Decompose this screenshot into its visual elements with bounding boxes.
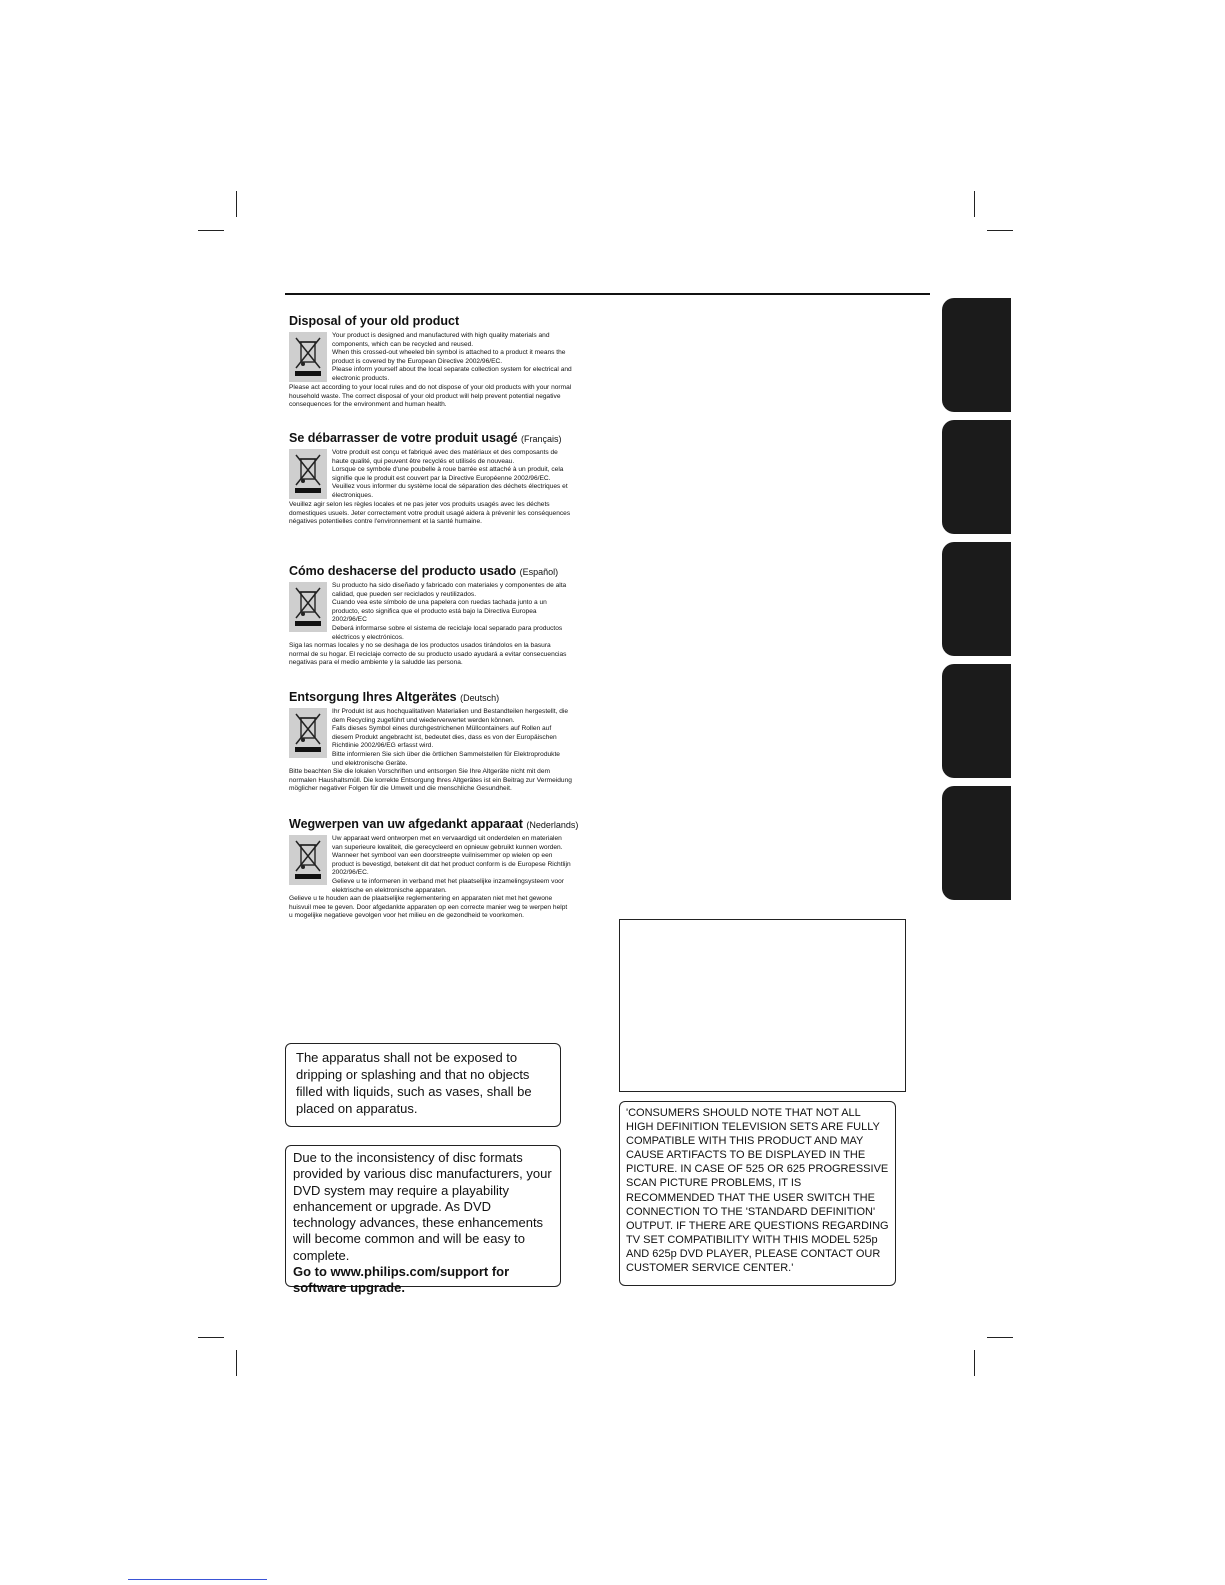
section-title: Se débarrasser de votre produit usagé (Français) xyxy=(289,431,562,445)
paragraph: Please inform yourself about the local separate collection system for electrical and electronic products. xyxy=(332,366,572,382)
header-rule xyxy=(285,293,930,295)
paragraph: Gelieve u te informeren in verband met het plaatselijke inzamelingsysteem voor elektrische en elektronische apparaten. xyxy=(332,877,564,894)
section-title: Cómo deshacerse del producto usado (Español) xyxy=(289,564,559,578)
notice-upgrade-box xyxy=(285,1145,561,1296)
crop-mark xyxy=(236,1350,237,1376)
side-tab xyxy=(942,420,1011,534)
section-title: Wegwerpen van uw afgedankt apparaat (Nederlands) xyxy=(289,817,579,831)
section-title: Disposal of your old product xyxy=(289,314,460,328)
disposal-section-spanish xyxy=(289,564,572,668)
crop-mark xyxy=(987,1337,1013,1338)
paragraph: Uw apparaat werd ontworpen met en vervaardigd uit onderdelen en materialen van superieure kwaliteit, die gerecycleerd en opnieuw gebruikt kunnen worden. xyxy=(332,835,563,851)
crossed-out-wheeled-bin-icon xyxy=(289,835,327,885)
crop-mark xyxy=(974,191,975,217)
paragraph: Votre produit est conçu et fabriqué avec des matériaux et des composants de haute qualité, qui peuvent être recyclés et utilisés de nouveau. xyxy=(332,449,558,465)
paragraph: Lorsque ce symbole d'une poubelle à roue barrée est attaché à un produit, cela signifie que le produit est couvert par la Directive Européenne 2002/96/EC. xyxy=(332,466,564,482)
side-tab xyxy=(942,298,1011,412)
support-link-text: Go to www.philips.com/support for software upgrade. xyxy=(293,1264,510,1296)
paragraph: Bitte beachten Sie die lokalen Vorschriften und entsorgen Sie Ihre Altgeräte nicht mit dem normalen Haushaltsmüll. Die korrekte Entsorgung Ihres Altgerätes ist ein Beitrag zur Vermeidung möglicher negativer Folgen für die Umwelt und die menschliche Gesundheit. xyxy=(289,768,572,793)
empty-notice-box xyxy=(619,919,906,1092)
section-title: Entsorgung Ihres Altgerätes (Deutsch) xyxy=(289,690,500,704)
paragraph: Wanneer het symbool van een doorstreepte vuilnisemmer op wielen op een product is bevestigd, betekent dit dat het product conform is de Europese Richtlijn 2002/96/EC. xyxy=(332,852,571,877)
paragraph: Veuillez vous informer du système local de séparation des déchets électriques et électroniques. xyxy=(332,483,568,499)
paragraph: When this crossed-out wheeled bin symbol is attached to a product it means the product is covered by the European Directive 2002/96/EC. xyxy=(332,349,566,365)
disposal-section-dutch xyxy=(289,817,579,921)
crop-mark xyxy=(987,230,1013,231)
notice-text: Due to the inconsistency of disc formats provided by various disc manufacturers, your DVD system may require a playability enhancement or upgrade. As DVD technology advances, these enhancements will become common and will be easy to complete. xyxy=(293,1150,552,1263)
notice-hdtv-box xyxy=(619,1101,896,1286)
notice-text: 'CONSUMERS SHOULD NOTE THAT NOT ALL HIGH DEFINITION TELEVISION SETS ARE FULLY COMPATIBLE WITH THIS PRODUCT AND MAY CAUSE ARTIFACTS TO BE DISPLAYED IN THE PICTURE. IN CASE OF 525 OR 625 PROGRESSIVE SCAN PICTURE PROBLEMS, IT IS RECOMMENDED THAT THE USER SWITCH THE CONNECTION TO THE 'STANDARD DEFINITION' OUTPUT. IF THERE ARE QUESTIONS REGARDING TV SET COMPATIBILITY WITH THIS MODEL 525p AND 625p DVD PLAYER, PLEASE CONTACT OUR CUSTOMER SERVICE CENTER.' xyxy=(626,1107,889,1275)
crop-mark xyxy=(198,230,224,231)
side-tab xyxy=(942,542,1011,656)
crossed-out-wheeled-bin-icon xyxy=(289,582,327,632)
disposal-section-french xyxy=(289,431,572,527)
side-tab xyxy=(942,786,1011,900)
paragraph: Your product is designed and manufactured with high quality materials and components, which can be recycled and reused. xyxy=(332,332,550,348)
paragraph: Veuillez agir selon les règles locales et ne pas jeter vos produits usagés avec les déchets domestiques usuels. Jeter correctement votre produit usagé aidera à prévenir les conséquences négatives potentielles contre l'environnement et la santé humaine. xyxy=(289,501,571,526)
paragraph: Cuando vea este símbolo de una papelera con ruedas tachada junto a un producto, esto significa que el producto está bajo la Directiva Europea 2002/96/EC xyxy=(332,599,547,624)
paragraph: Ihr Produkt ist aus hochqualitativen Materialien und Bestandteilen hergestellt, die dem Recycling zugeführt und wiederverwertet werden können. xyxy=(332,708,569,724)
paragraph: Siga las normas locales y no se deshaga de los productos usados tirándolos en la basura normal de su hogar. El reciclaje correcto de su producto usado ayudará a evitar consecuencias negativas para el medio ambiente y la saludde las persona. xyxy=(289,642,567,667)
crossed-out-wheeled-bin-icon xyxy=(289,332,327,382)
side-tab xyxy=(942,664,1011,778)
crop-mark xyxy=(198,1337,224,1338)
crossed-out-wheeled-bin-icon xyxy=(289,449,327,499)
paragraph: Falls dieses Symbol eines durchgestrichenen Müllcontainers auf Rollen auf diesem Produkt angebracht ist, bedeutet dies, dass es von der Europäischen Richtlinie 2002/96/EG erfasst wird. xyxy=(332,725,557,750)
footer-link-underline xyxy=(128,1579,267,1580)
paragraph: Please act according to your local rules and do not dispose of your old products with your normal household waste. The correct disposal of your old product will help prevent potential negative consequences for the environment and human health. xyxy=(289,384,572,409)
disposal-section-german xyxy=(289,690,572,794)
paragraph: Gelieve u te houden aan de plaatselijke reglementering en apparaten niet met het gewone huisvuil mee te geven. Door afgedankte apparaten op een correcte manier weg te werpen helpt u mogelijke negatieve gevolgen voor het milieu en de gezondheid te voorkomen. xyxy=(289,895,568,920)
crop-mark xyxy=(236,191,237,217)
crossed-out-wheeled-bin-icon xyxy=(289,708,327,758)
notice-text: The apparatus shall not be exposed to dripping or splashing and that no objects filled with liquids, such as vases, shall be placed on apparatus. xyxy=(296,1050,532,1116)
crop-mark xyxy=(974,1350,975,1376)
paragraph: Deberá informarse sobre el sistema de reciclaje local separado para productos eléctricos y electrónicos. xyxy=(332,624,563,641)
notice-dripping-box xyxy=(285,1043,561,1127)
paragraph: Su producto ha sido diseñado y fabricado con materiales y componentes de alta calidad, que pueden ser reciclados y reutilizados. xyxy=(332,582,567,598)
paragraph: Bitte informieren Sie sich über die örtlichen Sammelstellen für Elektroprodukte und elektronische Geräte. xyxy=(332,750,560,767)
disposal-section-english xyxy=(289,314,572,410)
